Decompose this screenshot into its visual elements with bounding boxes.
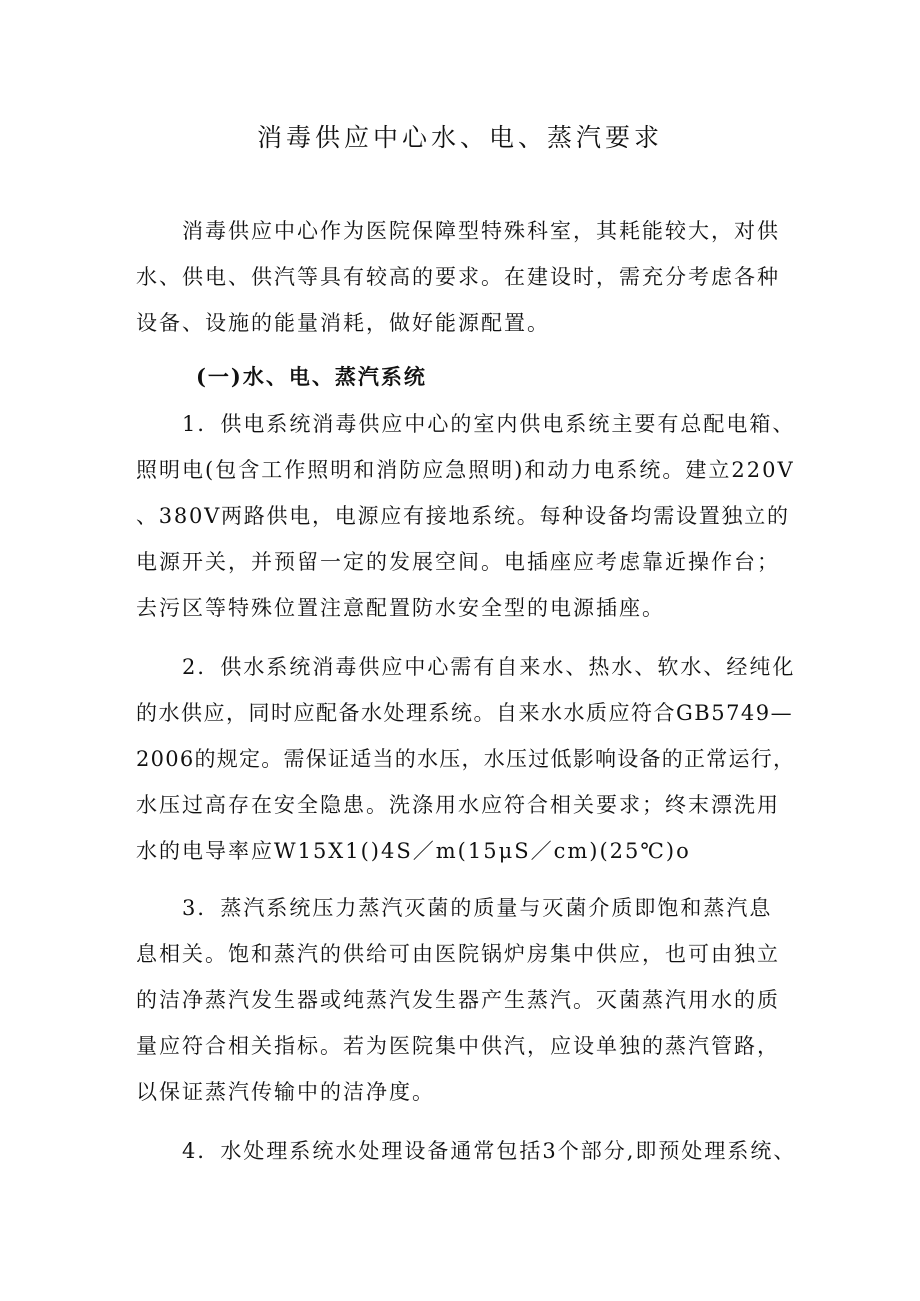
steam-system-paragraph: [136, 885, 796, 1115]
paragraph-line: 3．蒸汽系统压力蒸汽灭菌的质量与灭菌介质即饱和蒸汽息: [182, 896, 773, 920]
paragraph-line: 水、供电、供汽等具有较高的要求。在建设时，需充分考虑各种: [136, 265, 780, 289]
water-treatment-paragraph: [136, 1128, 796, 1174]
document-title: 消毒供应中心水、电、蒸汽要求: [256, 123, 663, 152]
paragraph-line: 水压过高存在安全隐患。洗涤用水应符合相关要求；终末漂洗用: [136, 793, 780, 817]
paragraph-line: 2．供水系统消毒供应中心需有自来水、热水、软水、经纯化: [182, 655, 796, 679]
paragraph-line: 消毒供应中心作为医院保障型特殊科室，其耗能较大，对供: [182, 219, 780, 243]
paragraph-line: 电源开关，并预留一定的发展空间。电插座应考虑靠近操作台；: [136, 550, 780, 574]
paragraph-line: 去污区等特殊位置注意配置防水安全型的电源插座。: [136, 596, 665, 620]
paragraph-line: 1．供电系统消毒供应中心的室内供电系统主要有总配电箱、: [182, 412, 796, 436]
paragraph-line: 以保证蒸汽传输中的洁净度。: [136, 1080, 435, 1104]
paragraph-line: 水的电导率应W15X1()4S／m(15μS／cm)(25℃)o: [136, 839, 691, 863]
section-heading: (一)水、电、蒸汽系统: [196, 364, 427, 389]
paragraph-line: 、380V两路供电，电源应有接地系统。每种设备均需设置独立的: [136, 504, 790, 528]
water-supply-paragraph: [136, 644, 796, 874]
intro-paragraph: [136, 208, 796, 346]
power-supply-paragraph: [136, 401, 796, 631]
paragraph-line: 的水供应，同时应配备水处理系统。自来水水质应符合GB5749—: [136, 701, 794, 725]
paragraph-line: 量应符合相关指标。若为医院集中供汽，应设单独的蒸汽管路，: [136, 1034, 780, 1058]
paragraph-line: 设备、设施的能量消耗，做好能源配置。: [136, 311, 550, 335]
paragraph-line: 的洁净蒸汽发生器或纯蒸汽发生器产生蒸汽。灭菌蒸汽用水的质: [136, 988, 780, 1012]
paragraph-line: 照明电(包含工作照明和消防应急照明)和动力电系统。建立220V: [136, 458, 795, 482]
paragraph-line: 4．水处理系统水处理设备通常包括3个部分,即预处理系统、: [182, 1139, 797, 1163]
paragraph-line: 息相关。饱和蒸汽的供给可由医院锅炉房集中供应，也可由独立: [136, 942, 780, 966]
paragraph-line: 2006的规定。需保证适当的水压，水压过低影响设备的正常运行，: [136, 747, 796, 771]
